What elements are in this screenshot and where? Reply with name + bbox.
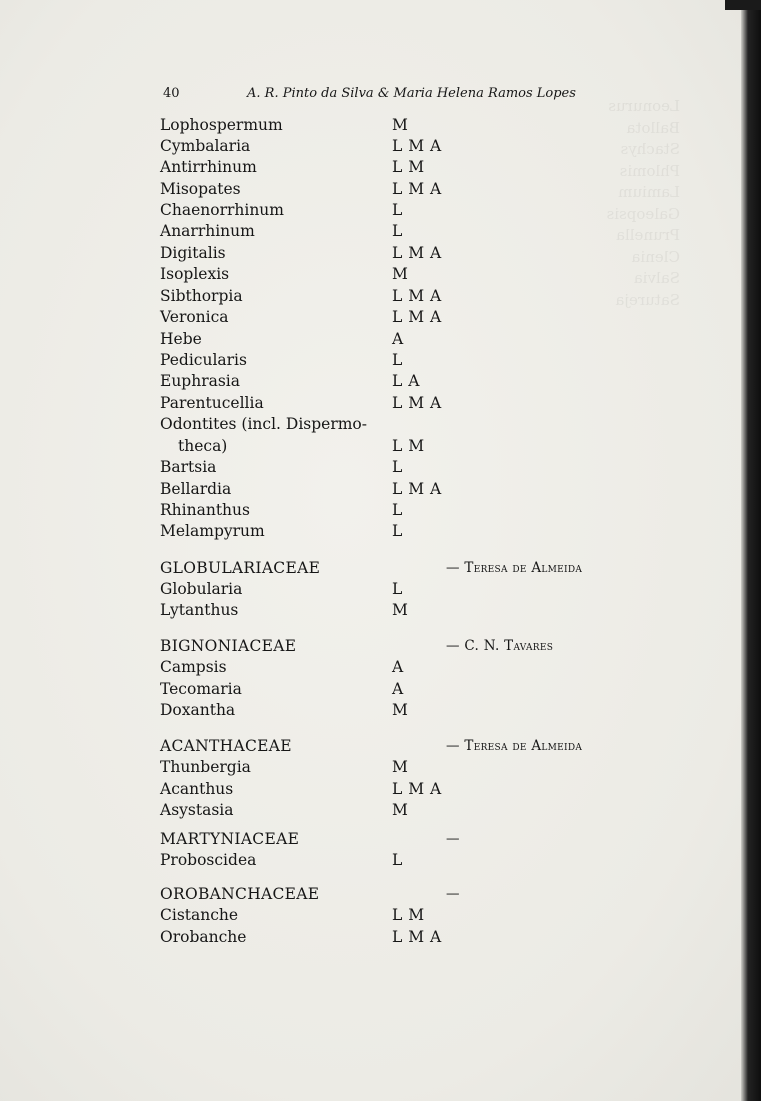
genus-name: Acanthus [160,780,234,798]
genus-name: Isoplexis [160,265,230,283]
genus-name: Parentucellia [160,394,264,412]
distribution-codes: L M A [392,308,442,326]
distribution-codes: L M A [392,928,442,946]
genus-name: Cistanche [160,906,239,924]
genus-name: Globularia [160,580,243,598]
family-author: — [446,886,460,902]
distribution-codes: L [392,580,403,598]
genus-name: Lytanthus [160,601,239,619]
bleed-through-text: Leonurus Ballota Stachys Phlomis Lamium Galeopsis Prunella Clenia Salvia Satureja [606,97,680,309]
distribution-codes: L [392,522,403,540]
distribution-codes: M [392,116,409,134]
family-author: — [446,831,460,847]
distribution-codes: A [392,680,404,698]
genus-name: Orobanche [160,928,247,946]
genus-name: Doxantha [160,701,236,719]
genus-name: Pedicularis [160,351,247,369]
genus-name: Rhinanthus [160,501,250,519]
distribution-codes: M [392,758,409,776]
family-name: BIGNONIACEAE [160,637,297,655]
genus-name: Bartsia [160,458,217,476]
genus-name: Cymbalaria [160,137,251,155]
genus-name: Proboscidea [160,851,257,869]
running-header-authors: A. R. Pinto da Silva & Maria Helena Ramos Lopes [247,86,576,101]
distribution-codes: L [392,222,403,240]
distribution-codes: L A [392,372,420,390]
family-name: MARTYNIACEAE [160,830,300,848]
distribution-codes: L M [392,158,425,176]
distribution-codes: L [392,458,403,476]
distribution-codes: M [392,701,409,719]
distribution-codes: A [392,658,404,676]
page-edge-shadow [741,0,761,1101]
genus-name: Misopates [160,180,241,198]
family-name: GLOBULARIACEAE [160,559,321,577]
genus-name: Thunbergia [160,758,251,776]
distribution-codes: L M [392,906,425,924]
genus-name: theca) [178,437,228,455]
genus-name: Tecomaria [160,680,242,698]
family-name: ACANTHACEAE [160,737,292,755]
genus-name: Euphrasia [160,372,241,390]
distribution-codes: L [392,501,403,519]
distribution-codes: L M A [392,137,442,155]
distribution-codes: M [392,601,409,619]
genus-name: Anarrhinum [160,222,255,240]
genus-name: Odontites (incl. Dispermo- [160,415,368,433]
distribution-codes: L [392,851,403,869]
genus-name: Bellardia [160,480,232,498]
distribution-codes: L [392,201,403,219]
genus-name: Melampyrum [160,522,265,540]
distribution-codes: M [392,801,409,819]
genus-name: Chaenorrhinum [160,201,284,219]
family-name: OROBANCHACEAE [160,885,320,903]
genus-name: Hebe [160,330,202,348]
distribution-codes: M [392,265,409,283]
distribution-codes: L M A [392,287,442,305]
page-corner-shadow [725,0,761,10]
distribution-codes: L M A [392,394,442,412]
family-author: — Teresa de Almeida [446,560,583,576]
family-author: — Teresa de Almeida [446,738,583,754]
genus-name: Campsis [160,658,227,676]
distribution-codes: L M [392,437,425,455]
page-number: 40 [163,86,180,101]
distribution-codes: L M A [392,480,442,498]
distribution-codes: L [392,351,403,369]
genus-name: Lophospermum [160,116,283,134]
genus-name: Digitalis [160,244,226,262]
family-author: — C. N. Tavares [446,638,554,654]
genus-name: Asystasia [160,801,234,819]
distribution-codes: L M A [392,244,442,262]
distribution-codes: L M A [392,780,442,798]
genus-name: Sibthorpia [160,287,243,305]
distribution-codes: A [392,330,404,348]
genus-name: Veronica [160,308,229,326]
distribution-codes: L M A [392,180,442,198]
genus-name: Antirrhinum [160,158,257,176]
